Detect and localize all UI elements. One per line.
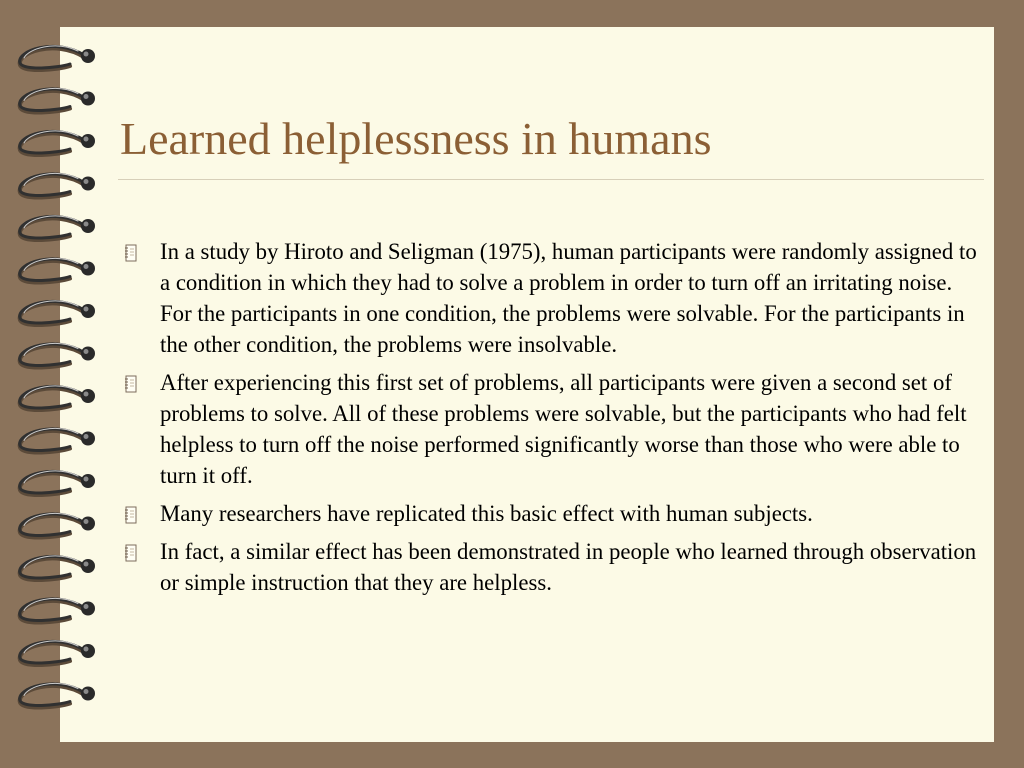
bullet-item (118, 236, 978, 360)
bullet-text: After experiencing this first set of problems, all participants were given a second set of problems to solve. All of these problems were solvable, but the participants who had felt helpless to turn off the noise performed significantly worse than those who were able to turn it off. (160, 370, 967, 488)
spiral-ring-icon (20, 641, 95, 665)
spiral-binding (0, 0, 110, 768)
spiral-ring-icon (20, 343, 95, 367)
spiral-ring-icon (20, 513, 95, 537)
notebook-icon (124, 243, 138, 263)
title-divider (118, 179, 984, 180)
bullet-text: In a study by Hiroto and Seligman (1975), human participants were randomly assigned to a condition in which they had to solve a problem in order to turn off an irritating noise. For the participants in one condition, the problems were solvable. For the participants in the other condition, the problems were insolvable. (160, 239, 977, 357)
spiral-ring-icon (20, 556, 95, 580)
spiral-ring-icon (20, 46, 95, 70)
bullet-item (118, 367, 978, 491)
spiral-ring-icon (20, 173, 95, 197)
bullet-text: In fact, a similar effect has been demonstrated in people who learned through observation or simple instruction that they are helpless. (160, 539, 977, 595)
spiral-ring-icon (20, 258, 95, 282)
spiral-ring-icon (20, 88, 95, 112)
bullet-text: Many researchers have replicated this basic effect with human subjects. (160, 501, 813, 526)
spiral-ring-icon (20, 598, 95, 622)
bullet-list (118, 236, 978, 605)
notebook-icon (124, 374, 138, 394)
notebook-icon (124, 505, 138, 525)
spiral-ring-icon (20, 471, 95, 495)
notebook-page (60, 27, 994, 742)
spiral-ring-icon (20, 131, 95, 155)
slide-title: Learned helplessness in humans (120, 113, 712, 164)
spiral-ring-icon (20, 301, 95, 325)
bullet-item (118, 498, 978, 529)
bullet-item (118, 536, 978, 598)
spiral-ring-icon (20, 386, 95, 410)
notebook-icon (124, 543, 138, 563)
spiral-ring-icon (20, 216, 95, 240)
spiral-ring-icon (20, 683, 95, 707)
spiral-ring-icon (20, 428, 95, 452)
